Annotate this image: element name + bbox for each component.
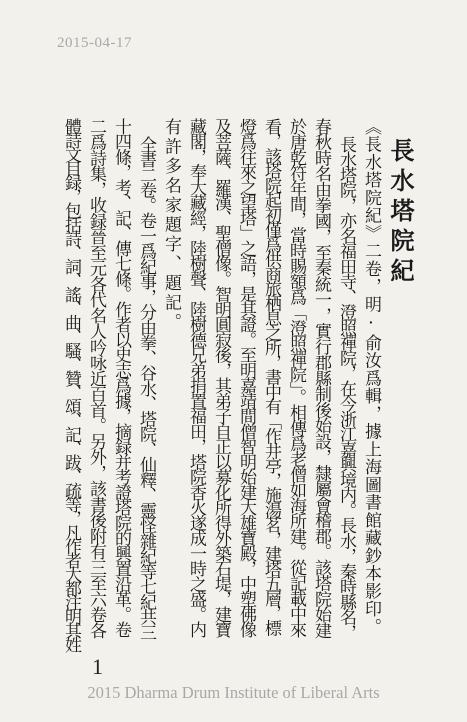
text-column-3: 春秋時名由拳國，至秦統一，實行郡縣制後始設，隸屬會稽郡。該塔院始建 xyxy=(311,118,331,638)
text-column-2: 長水塔院，亦名福田寺、澄照禪院，在今浙江嘉興境内。長水，秦時縣名， xyxy=(336,136,356,640)
text-column-4: 於唐乾符年間，當時賜額爲「澄照禪院」。相傳爲老僧如海所建。從記載中來 xyxy=(286,118,306,637)
text-column-5: 看，該塔院起初僅爲供商旅栖息之所，書中有「作井亭，施湯茗，建塔五層，標 xyxy=(261,118,281,635)
date-watermark: 2015-04-17 xyxy=(57,35,132,51)
institute-watermark: 2015 Dharma Drum Institute of Liberal Arts xyxy=(87,683,380,702)
text-column-12: 二爲詩集，收録晉至元各代名人吟咏近百首。另外，該書後附有三至六卷各 xyxy=(86,118,106,638)
text-column-1: 《長水塔院紀》二卷，明·俞汝爲輯，據上海圖書館藏鈔本影印。 xyxy=(361,118,381,636)
text-column-11: 十四條，考、記、傳七條。作者以史志爲據，摘録并考證塔院的興置沿革。卷 xyxy=(111,118,131,637)
text-column-13: 體詩文目録，包括詩、詞、謠、曲、騷、贊、頌、記、跋、疏等，凡作者大都注明其姓 xyxy=(61,118,81,650)
page-number: 1 xyxy=(92,654,103,679)
text-column-10: 全書二卷。卷一爲紀事，分由拳、谷水、塔院、仙釋、靈怪雜紀等七紀共三 xyxy=(136,136,156,640)
text-column-8: 藏閣，奉大藏經，陸樹聲、陸樹德兄弟捐置福田，塔院香火遂成一時之盛。内 xyxy=(186,118,206,637)
text-column-9: 有許多名家題字、題記。 xyxy=(161,118,181,333)
text-column-6: 燈爲往來之望塔」之語，是其證。至明嘉靖間僧智明始建大雄寶殿，中塑佛像 xyxy=(236,118,256,637)
page-title: 長水塔院紀 xyxy=(386,138,415,288)
text-column-7: 及菩薩、羅漢、聖僧像。智明圓寂後，其弟子自正以募化所得外築石堤，建寶 xyxy=(211,118,231,637)
